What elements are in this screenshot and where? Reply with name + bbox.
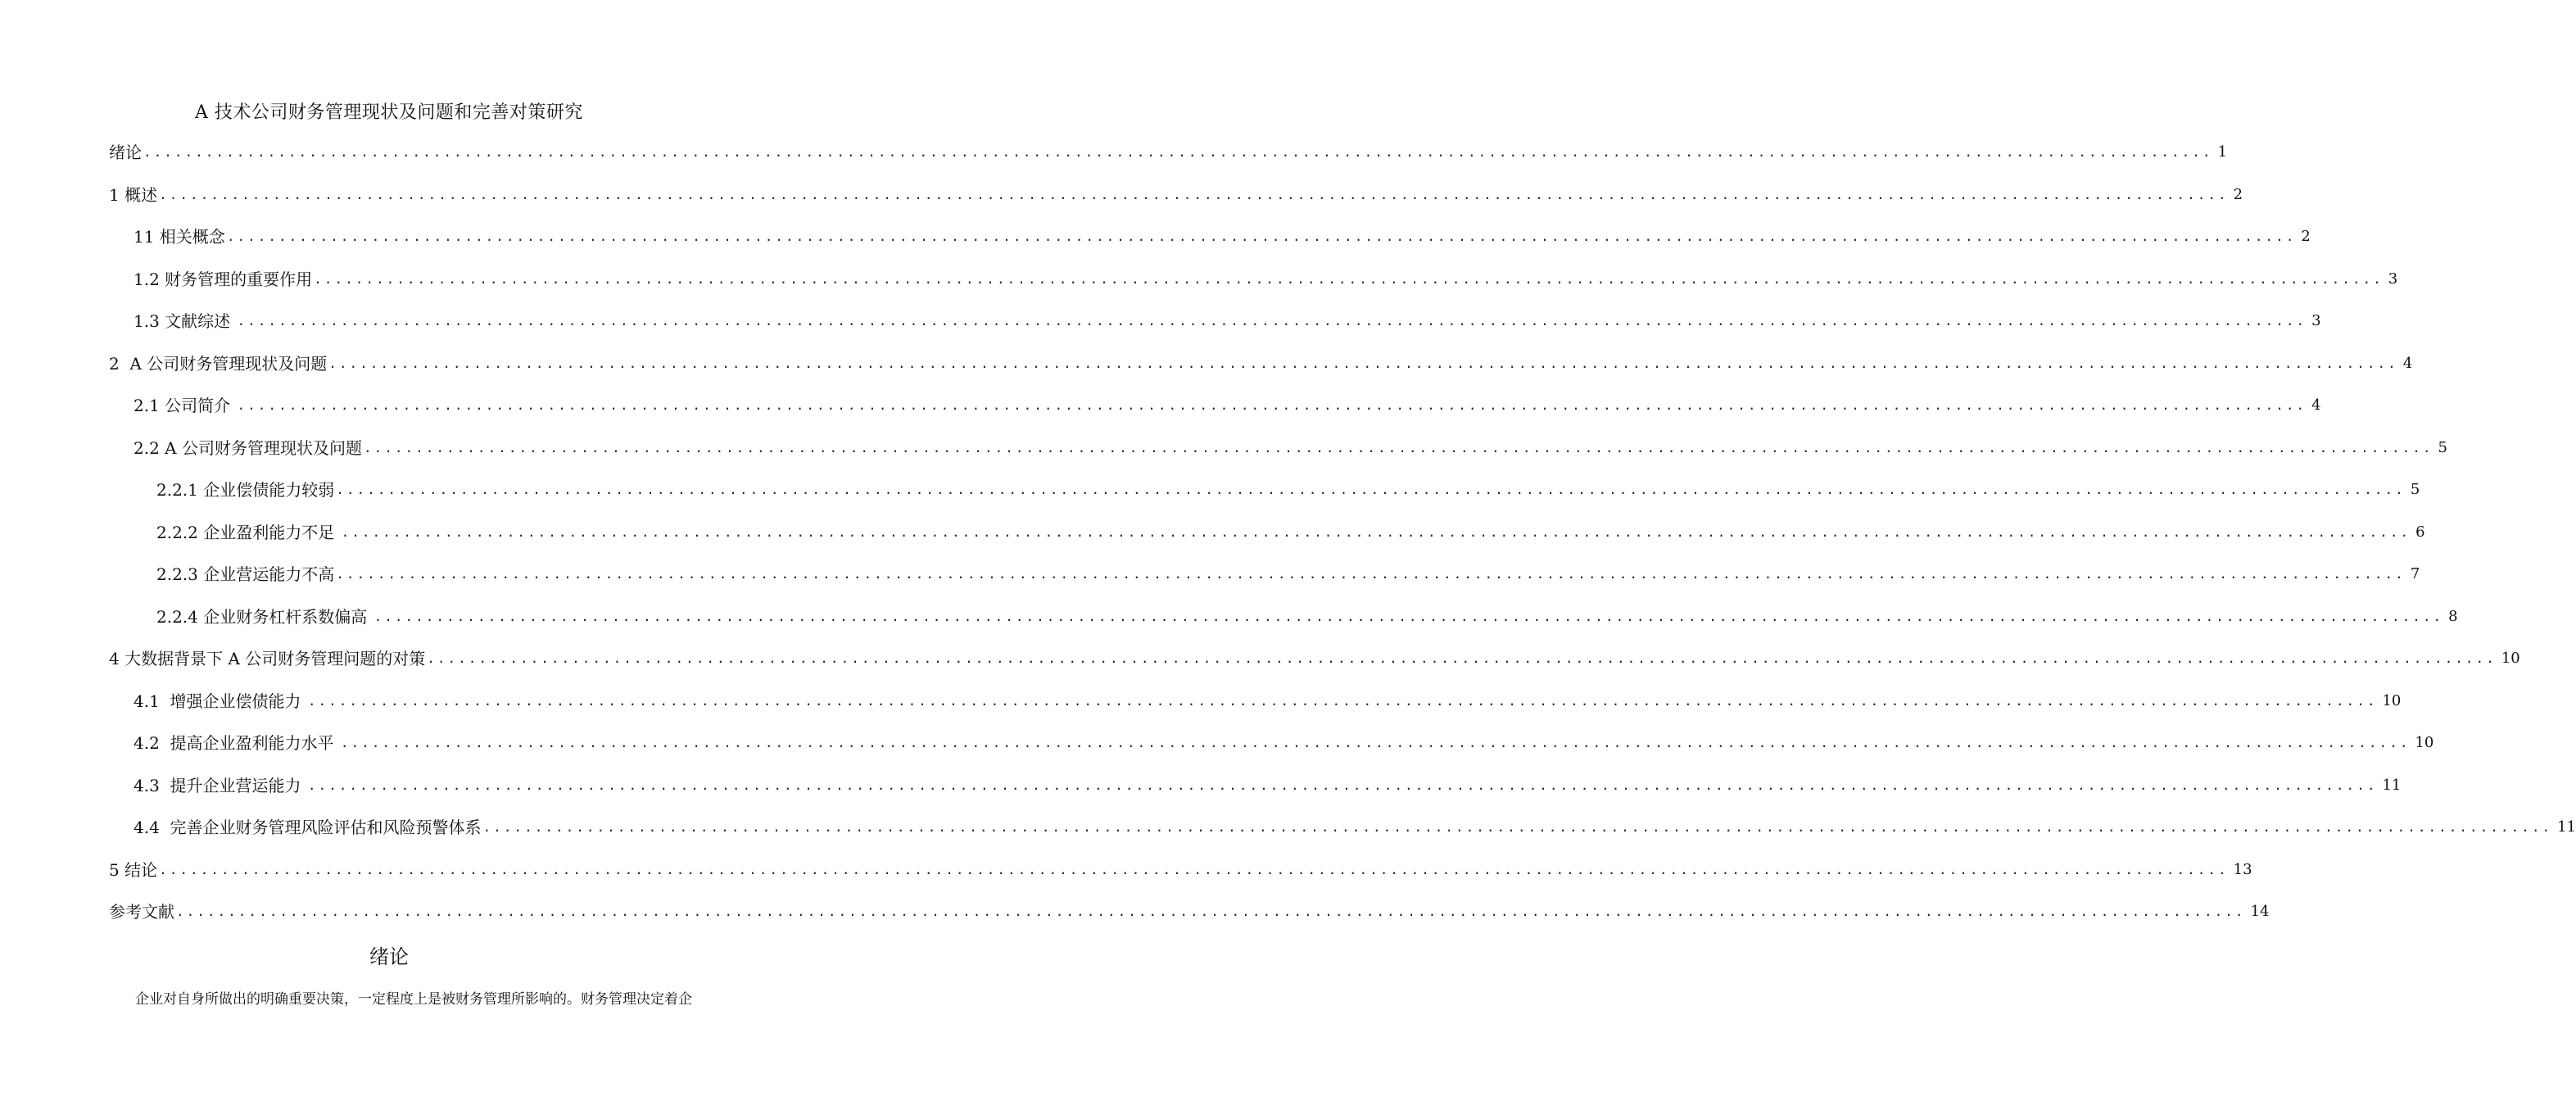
toc-dot-leader: ........................................................................................................................................................................................................: [336, 566, 2406, 582]
toc-page-number: 13: [2233, 860, 2252, 878]
toc-entry-label: 4.3 提升企业营运能力: [134, 775, 306, 795]
toc-page-number: 10: [2382, 691, 2402, 709]
toc-page-number: 5: [2438, 438, 2447, 456]
toc-page-number: 14: [2250, 903, 2270, 920]
toc-entry-label: 绪论: [109, 143, 142, 162]
toc-entry[interactable]: [109, 642, 2520, 675]
toc-entry-label: 2.2 A 公司财务管理现状及问题: [134, 437, 362, 458]
toc-dot-leader: ........................................................................................................................................................................................................: [373, 608, 2444, 624]
toc-dot-leader: ........................................................................................................................................................................................................: [226, 229, 2297, 244]
toc-page-number: 10: [2501, 650, 2520, 667]
toc-entry-label: 4 大数据背景下 A 公司财务管理问题的对策: [109, 649, 426, 668]
toc-entry[interactable]: [109, 854, 2252, 886]
toc-entry-label: 2.2.3 企业营运能力不高: [156, 564, 335, 584]
toc-entry[interactable]: [134, 220, 2311, 253]
section-heading: 绪论: [369, 945, 409, 968]
toc-entry-label: 4.4 完善企业财务管理风险评估和风险预警体系: [134, 818, 482, 837]
toc-entry-label: 参考文献: [109, 902, 174, 922]
toc-page-number: 1: [2217, 143, 2228, 161]
toc-page-number: 4: [2402, 354, 2413, 372]
toc-entry[interactable]: [156, 516, 2425, 549]
toc-entry[interactable]: [109, 136, 2228, 169]
toc-dot-leader: ........................................................................................................................................................................................................: [307, 692, 2378, 709]
toc-entry[interactable]: [156, 558, 2420, 591]
toc-entry-label: 11 相关概念: [134, 227, 225, 247]
toc-entry-label: 2.1 公司简介: [134, 396, 236, 415]
toc-dot-leader: ........................................................................................................................................................................................................: [341, 523, 2411, 540]
toc-entry[interactable]: [134, 769, 2402, 802]
toc-dot-leader: ........................................................................................................................................................................................................: [237, 313, 2307, 328]
toc-entry-label: 2.2.1 企业偿债能力较弱: [156, 480, 335, 500]
toc-dot-leader: ........................................................................................................................................................................................................: [340, 735, 2411, 750]
toc-page-number: 2: [2233, 185, 2243, 203]
toc-dot-leader: ........................................................................................................................................................................................................: [328, 355, 2398, 371]
toc-dot-leader: ........................................................................................................................................................................................................: [307, 777, 2378, 793]
toc-entry[interactable]: [156, 600, 2458, 633]
toc-dot-leader: ........................................................................................................................................................................................................: [159, 186, 2229, 202]
toc-entry[interactable]: [134, 685, 2402, 718]
toc-entry-label: 1 概述: [109, 184, 158, 205]
toc-dot-leader: ........................................................................................................................................................................................................: [482, 819, 2553, 835]
toc-page-number: 10: [2415, 734, 2434, 751]
toc-dot-leader: ........................................................................................................................................................................................................: [159, 861, 2229, 877]
toc-dot-leader: ........................................................................................................................................................................................................: [176, 904, 2246, 919]
toc-entry-label: 2.2.4 企业财务杠杆系数偏高: [156, 606, 373, 627]
toc-entry[interactable]: [134, 727, 2434, 759]
body-paragraph: 企业对自身所做出的明确重要决策，一定程度上是被财务管理所影响的。财务管理决定着企: [135, 991, 692, 1008]
toc-entry-label: 2 A 公司财务管理现状及问题: [109, 353, 328, 374]
toc-entry[interactable]: [109, 895, 2270, 928]
toc-entry-label: 4.1 增强企业偿债能力: [134, 691, 306, 711]
toc-entry[interactable]: [134, 811, 2576, 844]
toc-entry[interactable]: [134, 432, 2447, 464]
toc-entry[interactable]: [134, 263, 2398, 296]
toc-entry-label: 1.3 文献综述: [134, 311, 236, 331]
toc-page-number: 11: [2382, 776, 2402, 794]
toc-entry-label: 5 结论: [109, 859, 158, 880]
toc-page-number: 3: [2388, 270, 2398, 288]
toc-dot-leader: ........................................................................................................................................................................................................: [143, 144, 2213, 160]
toc-entry-label: 1.2 财务管理的重要作用: [134, 269, 313, 289]
toc-entry[interactable]: [109, 179, 2243, 211]
toc-dot-leader: ........................................................................................................................................................................................................: [336, 482, 2406, 497]
document-title: A 技术公司财务管理现状及问题和完善对策研究: [195, 102, 583, 123]
toc-page-number: 7: [2410, 565, 2420, 582]
toc-entry-label: 2.2.2 企业盈利能力不足: [156, 522, 340, 542]
toc-entry[interactable]: [156, 473, 2420, 506]
toc-page-number: 6: [2415, 523, 2425, 541]
toc-dot-leader: ........................................................................................................................................................................................................: [427, 650, 2497, 666]
toc-page-number: 4: [2311, 396, 2321, 414]
toc-entry[interactable]: [109, 347, 2413, 380]
toc-dot-leader: ........................................................................................................................................................................................................: [314, 270, 2384, 287]
toc-page-number: 11: [2557, 818, 2576, 836]
toc-dot-leader: ........................................................................................................................................................................................................: [237, 397, 2307, 413]
toc-page-number: 8: [2448, 607, 2458, 625]
toc-page-number: 3: [2311, 312, 2321, 329]
toc-dot-leader: ........................................................................................................................................................................................................: [363, 439, 2433, 455]
toc-page-number: 5: [2410, 481, 2420, 498]
toc-entry[interactable]: [134, 305, 2321, 338]
toc-page-number: 2: [2301, 228, 2311, 245]
toc-entry-label: 4.2 提高企业盈利能力水平: [134, 733, 339, 753]
toc-entry[interactable]: [134, 389, 2321, 422]
